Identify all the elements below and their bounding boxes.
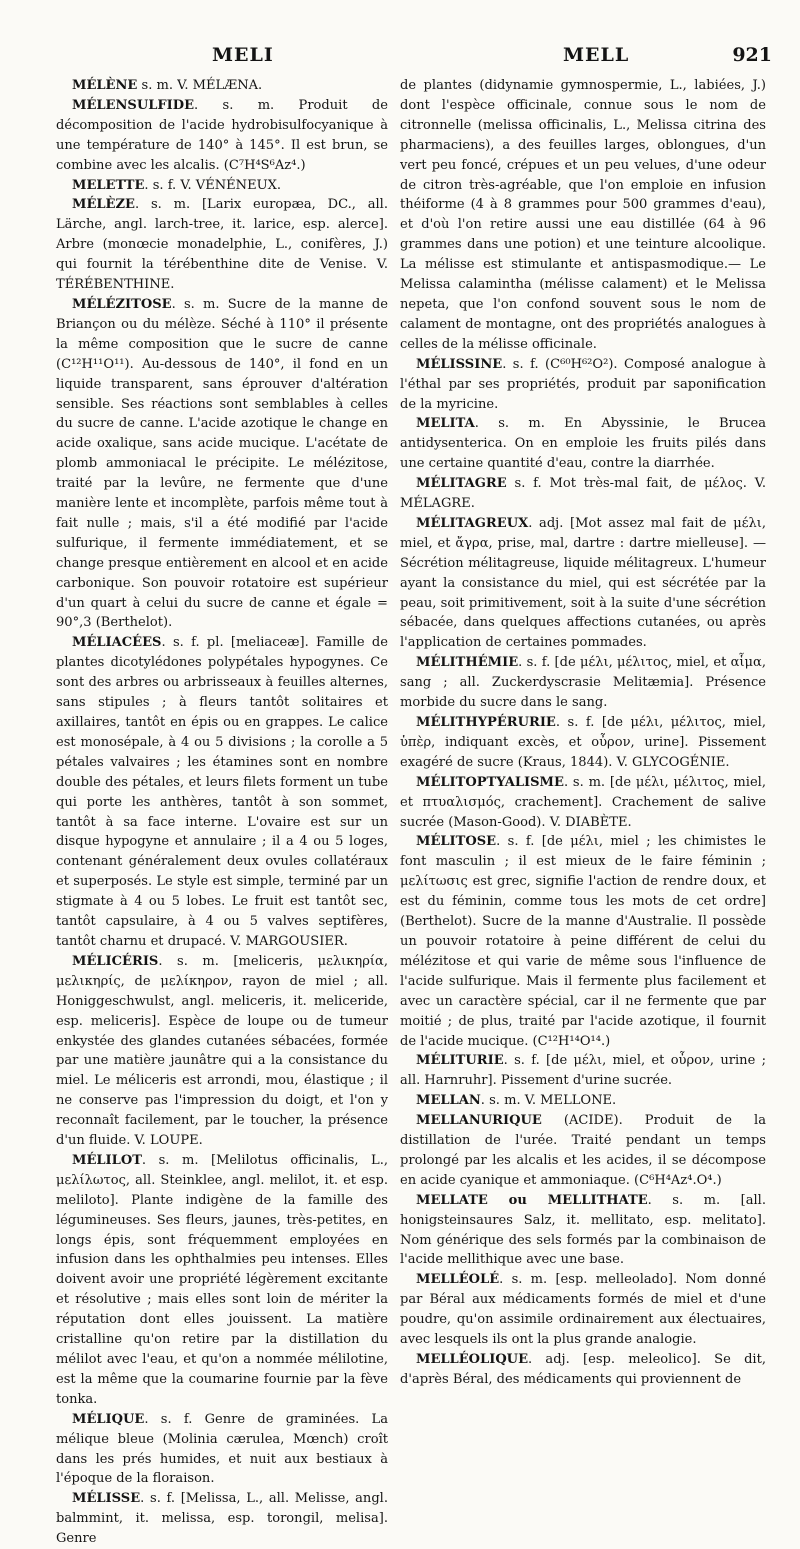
entry-headword: MELITA: [416, 416, 475, 432]
entry-headword: MÉLILOT: [72, 1152, 142, 1168]
entry-definition: s. f. Mot très-mal fait, de μέλος. V. MÉLAGRE.: [400, 476, 766, 512]
entry-definition: . s. m. [esp. melleolado]. Nom donné par Béral aux médicaments formés de miel et d'une poudre, qu'on assimile ordinairement aux électuaires, avec lesquels ils ont la plus grande analogie.: [400, 1272, 766, 1348]
page-number: 921: [732, 44, 772, 66]
dictionary-entry: [56, 633, 388, 952]
entry-definition: . s. m. [de μέλι, μέλιτος, miel, et πτυαλισμός, crachement]. Crachement de salive sucrée (Mason-Good). V. DIABÈTE.: [400, 774, 766, 830]
entry-definition: (ACIDE). Produit de la distillation de l'urée. Traité pendant un temps prolongé par les alcalis et les acides, il se décompose en acide cyanique et ammoniaque. (C⁶H⁴Az⁴.O⁴.): [400, 1113, 766, 1188]
entry-headword: MÉLIACÉES: [72, 635, 162, 651]
entry-definition: . s. f. [de μέλι, miel, et οὖρον, urine ; all. Harnruhr]. Pissement d'urine sucrée.: [400, 1053, 766, 1089]
entry-headword: MÉLITURIE: [416, 1053, 504, 1069]
entry-definition: . s. m. Sucre de la manne de Briançon ou du mélèze. Séché à 110° il présente la même composition que le sucre de canne (C¹²H¹¹O¹¹). Au-dessous de 140°, il fond en un liquide transparent, sans éprouver d'altération sensible. Ses réactions sont semblables à celles du sucre de canne. L'acide azotique le change en acide oxalique, sans acide mucique. L'acétate de plomb ammoniacal le précipite. Le mélézitose, traité par la levûre, ne fermente que d'une manière lente et incomplète, parfois même tout à fait nulle ; mais, s'il a été modifié par l'acide sulfurique, il fermente immédiatement, et se change presque entièrement en alcool et en acide carbonique. Son pouvoir rotatoire est supérieur d'un quart à celui du sucre de canne et égale = 90°,3 (Berthelot).: [56, 296, 388, 631]
dictionary-entry: [400, 1191, 766, 1271]
dictionary-entry: [56, 1489, 388, 1549]
dictionary-entry: [400, 1111, 766, 1191]
dictionary-entry: [400, 514, 766, 653]
dictionary-entry: [400, 713, 766, 773]
entry-headword: MÉLITHYPÉRURIE: [416, 715, 556, 730]
entry-definition: . s. f. V. VÉNÉNEUX.: [144, 177, 282, 193]
dictionary-entry: [400, 76, 766, 355]
entry-definition: . s. m. En Abyssinie, le Brucea antidysenterica. On en emploie les fruits pilés dans une certaine quantité d'eau, contre la diarrhée.: [400, 416, 766, 472]
dictionary-entry: [56, 295, 388, 633]
dictionary-entry: [400, 414, 766, 474]
entry-definition: de plantes (didynamie gymnospermie, L., labiées, J.) dont l'espèce officinale, connue sous le nom de citronnelle (melissa officinalis, L., Melissa citrina des pharmaciens), a des feuilles larges, oblongues, d'un vert peu foncé, crépues et un peu velues, d'une odeur de citron très-agréable, que l'on emploie en infusion théiforme (4 à 8 grammes pour 500 grammes d'eau), et d'où l'on retire aussi une eau distillée (64 à 96 grammes dans une potion) et une teinture alcoolique. La mélisse est stimulante et antispasmodique.— Le Melissa calamintha (mélisse calament) et le Melissa nepeta, que l'on confond souvent sous le nom de calament de montagne, ont des propriétés analogues à celles de la mélisse officinale.: [400, 78, 766, 352]
entry-definition: . s. m. Produit de décomposition de l'acide hydrobisulfocyanique à une température de 140° à 145°. Il est brun, se combine avec les alcalis. (C⁷H⁴S⁶Az⁴.): [56, 97, 388, 173]
entry-definition: . s. f. [Melissa, L., all. Melisse, angl. balmmint, it. melissa, esp. torongil, melisa]. Genre: [56, 1491, 388, 1547]
dictionary-entry: [400, 1091, 766, 1111]
dictionary-entry: [400, 832, 766, 1051]
entry-headword: MELLÉOLÉ: [416, 1272, 500, 1288]
dictionary-entry: [400, 773, 766, 833]
entry-headword: MÉLITAGREUX: [416, 515, 529, 531]
dictionary-entry: [56, 76, 388, 96]
dictionary-entry: [400, 474, 766, 514]
entry-headword: MÉLISSINE: [416, 356, 503, 372]
entry-headword: MÉLÈNE: [72, 78, 138, 93]
entry-headword: MÉLISSE: [72, 1491, 141, 1507]
dictionary-entry: [56, 96, 388, 176]
entry-definition: s. m. V. MÉLÆNA.: [137, 78, 263, 93]
entry-headword: MÉLITOPTYALISME: [416, 774, 564, 790]
entry-definition: . s. f. Genre de graminées. La mélique bleue (Molinia cærulea, Mœnch) croît dans les prés humides, et nuit aux bestiaux à l'époque de la floraison.: [56, 1411, 388, 1487]
dictionary-entry: [56, 1410, 388, 1490]
entry-headword: MELLANURIQUE: [416, 1113, 542, 1129]
right-column: [400, 76, 766, 1390]
entry-headword: MÉLITAGRE: [416, 476, 507, 492]
entry-definition: . s. m. [meliceris, μελικηρία, μελικηρίς, de μελίκηρον, rayon de miel ; all. Honiggeschwulst, angl. meliceris, it. meliceride, esp. meliceris]. Espèce de loupe ou de tumeur enkystée des glandes cutanées sébacées, formée par une matière jaunâtre qui a la consistance du miel. Le méliceris est arrondi, mou, élastique ; il ne conserve pas l'impression du doigt, et l'on y reconnaît facilement, par le toucher, la présence d'un fluide. V. LOUPE.: [56, 953, 388, 1149]
dictionary-entry: [400, 1051, 766, 1091]
entry-headword: MÉLITOSE: [416, 834, 497, 850]
entry-headword: MELETTE: [72, 177, 145, 193]
entry-headword: MÉLIQUE: [72, 1411, 145, 1427]
entry-definition: . s. f. [de μέλι, μέλιτος, miel, ὑπὲρ, indiquant excès, et οὖρον, urine]. Pissement exagéré de sucre (Kraus, 1844). V. GLYCOGÉNIE.: [400, 715, 766, 770]
header-middle-word: MELL: [563, 44, 630, 66]
entry-headword: MÉLICÉRIS: [72, 953, 159, 969]
dictionary-entry: [400, 1350, 766, 1390]
dictionary-entry: [400, 355, 766, 415]
dictionary-entry: [56, 1151, 388, 1410]
dictionary-entry: [400, 653, 766, 713]
left-column: [56, 76, 388, 1549]
dictionary-entry: [56, 176, 388, 196]
dictionary-entry: [56, 195, 388, 295]
entry-definition: . s. m. [Melilotus officinalis, L., μελίλωτος, all. Steinklee, angl. melilot, it. et esp. meliloto]. Plante indigène de la famille des légumineuses. Ses fleurs, jaunes, très-petites, en longs épis, sont fréquemment employées en infusion dans les ophthalmies peu intenses. Elles doivent avoir une propriété légèrement excitante et résolutive ; mais elles sont loin de mériter la réputation dont elles jouissent. La matière cristalline qu'on retire par la distillation du mélilot avec l'eau, et qu'on a nommée mélilotine, est la même que la coumarine fournie par la fève tonka.: [56, 1152, 388, 1407]
entry-headword: MÉLÉZITOSE: [72, 296, 172, 312]
entry-headword: MELLAN: [416, 1093, 481, 1109]
header-left-word: MELI: [212, 44, 274, 66]
entry-definition: . adj. [Mot assez mal fait de μέλι, miel, et ἄγρα, prise, mal, dartre : dartre mielleuse]. — Sécrétion mélitagreuse, liquide mélitagreux. L'humeur ayant la consistance du miel, qui est sécrétée par la peau, soit primitivement, soit à la suite d'une sécrétion sébacée, dans quelques affections cutanées, ou après l'application de certaines pommades.: [400, 515, 766, 651]
entry-headword: MÉLÈZE: [72, 197, 135, 213]
entry-headword: MELLÉOLIQUE: [416, 1352, 529, 1367]
entry-definition: . s. f. pl. [meliaceæ]. Famille de plantes dicotylédones polypétales hypogynes. Ce sont des arbres ou arbrisseaux à feuilles alternes, sans stipules ; à fleurs tantôt solitaires et axillaires, tantôt en épis ou en grappes. Le calice est monosépale, à 4 ou 5 divisions ; la corolle a 5 pétales valvaires ; les étamines sont en nombre double des pétales, et leurs filets forment un tube qui porte les anthères, tantôt à son sommet, tantôt à sa face interne. L'ovaire est sur un disque hypogyne et annulaire ; il a 4 ou 5 loges, contenant généralement deux ovules collatéraux et superposés. Le style est simple, terminé par un stigmate à 4 ou 5 lobes. Le fruit est tantôt sec, tantôt capsulaire, à 4 ou 5 valves septifères, tantôt charnu et drupacé. V. MARGOUSIER.: [56, 635, 388, 949]
entry-headword: MÉLENSULFIDE: [72, 97, 195, 113]
entry-headword: MELLATE ou MELLITHATE: [416, 1192, 648, 1208]
dictionary-entry: [400, 1270, 766, 1350]
entry-definition: . s. f. [de μέλι, μέλιτος, miel, et αἷμα, sang ; all. Zuckerdyscrasie Melitæmia]. Présence morbide du sucre dans le sang.: [400, 655, 766, 711]
entry-definition: . s. m. [Larix europæa, DC., all. Lärche, angl. larch-tree, it. larice, esp. alerce]. Arbre (monœcie monadelphie, L., conifères, J.) qui fournit la térébenthine dite de Venise. V. TÉRÉBENTHINE.: [56, 197, 388, 293]
entry-definition: . s. f. (C⁶⁰H⁶²O²). Composé analogue à l'éthal par ses propriétés, produit par saponification de la myricine.: [400, 356, 766, 412]
dictionary-entry: [56, 952, 388, 1151]
entry-headword: MÉLITHÉMIE: [416, 655, 519, 671]
entry-definition: . adj. [esp. meleolico]. Se dit, d'après Béral, des médicaments qui proviennent de: [400, 1352, 766, 1387]
running-header: [0, 44, 800, 68]
entry-definition: . s. m. [all. honigsteinsaures Salz, it. mellitato, esp. melitato]. Nom générique des sels formés par la combinaison de l'acide mellithique avec une base.: [400, 1192, 766, 1268]
entry-definition: . s. f. [de μέλι, miel ; les chimistes le font masculin ; il est mieux de le faire féminin ; μελίτωσις est grec, signifie l'action de rendre doux, et est du féminin, comme tous les mots de cet ordre] (Berthelot). Sucre de la manne d'Australie. Il possède un pouvoir rotatoire à peine différent de celui du mélézitose et qui varie de même sous l'influence de l'acide sulfurique. Mais il fermente plus facilement et avec un caractère spécial, car il ne fermente que par moitié ; de plus, traité par l'acide azotique, il fournit de l'acide mucique. (C¹²H¹⁴O¹⁴.): [400, 834, 766, 1049]
entry-definition: . s. m. V. MELLONE.: [480, 1093, 617, 1109]
